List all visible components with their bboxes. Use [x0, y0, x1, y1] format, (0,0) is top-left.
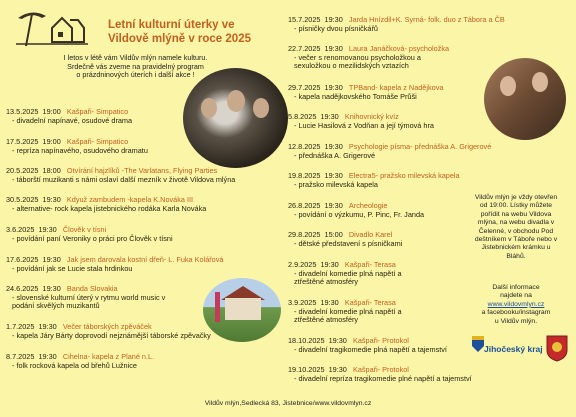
event-desc: - divadelní tragikomedie plná napětí a tajemství — [294, 344, 447, 354]
event-time: 19:30 — [324, 44, 343, 53]
event-date: 30.5.2025 — [6, 195, 39, 204]
event-item — [288, 299, 468, 325]
info-line: mlýna, na webu divadla v — [477, 219, 555, 227]
event-desc: - pražsko milevská kapela — [294, 179, 378, 189]
info-line: od 19:00. Lístky můžete — [479, 202, 553, 210]
event-time: 15:00 — [324, 230, 343, 239]
event-name: Psychologie písma- přednáška A. Grigerové — [348, 142, 492, 151]
event-date: 17.6.2025 — [6, 255, 39, 264]
event-desc: ztřeštěné atmosféry — [294, 277, 359, 286]
event-date: 22.7.2025 — [288, 44, 321, 53]
event-date: 12.8.2025 — [288, 142, 321, 151]
event-date: 3.6.2025 — [6, 225, 35, 234]
event-name: Kašpaři- Simpatico — [66, 107, 129, 116]
event-desc: - slovenské kulturní úterý v rytmu world music v — [12, 292, 166, 302]
event-desc: - povídání jak se Lucie stala hrdinkou — [12, 263, 133, 273]
intro-line: Srdečně vás zveme na pravidelný program — [67, 61, 204, 71]
event-time: 19:30 — [42, 255, 61, 264]
event-desc: - večer s renomovanou psycholožkou a — [294, 52, 421, 62]
event-desc: podání skvělých muzikantů — [12, 301, 100, 310]
event-item — [6, 138, 226, 155]
event-name: Kašpaři- Terasa — [344, 260, 396, 269]
event-name: Kašpaři- Protokol — [352, 365, 409, 374]
cafe-photo — [484, 58, 566, 140]
event-desc: - povídání paní Veroniky o práci pro Člověk v tísni — [12, 233, 173, 243]
event-date: 19.8.2025 — [288, 171, 321, 180]
event-time: 19:30 — [320, 260, 339, 269]
event-time: 19:30 — [328, 336, 347, 345]
event-desc: - kapela Járy Bárty doprovodí nejznámější táborské zpěvačky — [12, 330, 211, 340]
event-item — [288, 202, 468, 219]
info-line: Bláhů. — [506, 252, 526, 260]
event-item — [288, 172, 568, 189]
event-time: 19:00 — [42, 137, 61, 146]
event-desc: - repríza napínavého, osudového dramatu — [12, 145, 148, 155]
event-time: 19:30 — [324, 83, 343, 92]
event-time: 19:30 — [320, 298, 339, 307]
event-desc: ztřeštěné atmosféry — [294, 315, 359, 324]
page-title — [108, 18, 288, 46]
event-item — [288, 261, 468, 287]
event-time: 19:30 — [324, 171, 343, 180]
info-line: a facebooku/instagram — [481, 309, 551, 317]
event-item — [6, 226, 286, 243]
event-date: 18.10.2025 — [288, 336, 325, 345]
event-date: 29.7.2025 — [288, 83, 321, 92]
event-name: Electra5- pražsko milevská kapela — [348, 171, 460, 180]
info-line: u Vildův mlýn. — [494, 317, 538, 325]
event-date: 8.7.2025 — [6, 352, 35, 361]
event-time: 19:30 — [38, 322, 57, 331]
event-date: 1.7.2025 — [6, 322, 35, 331]
event-item — [6, 196, 286, 213]
event-item — [6, 167, 286, 184]
event-item — [6, 108, 226, 125]
info-line: Jistebnickém krámku u — [481, 244, 551, 252]
info-line: Další informace — [492, 284, 540, 291]
event-item — [6, 353, 286, 370]
event-name: Laura Janáčková- psycholožka — [348, 44, 450, 53]
event-date: 29.8.2025 — [288, 230, 321, 239]
event-item — [288, 45, 478, 71]
event-time: 19:30 — [324, 142, 343, 151]
event-desc: - povídání o výzkumu, P. Pinc, Fr. Janda — [294, 209, 425, 219]
event-name: Otvírání hajzlíků -The Varlatans, Flying Parties — [66, 166, 218, 175]
footer-address: Vildův mlýn,Sedlecká 83, Jistebnice/www.vildovmlyn.cz — [204, 400, 372, 407]
event-time: 19:30 — [42, 195, 61, 204]
event-time: 19:30 — [38, 225, 57, 234]
event-name: Kdyuž zambudem -kapela K.Nováka III — [66, 195, 194, 204]
event-desc: - písničky dvou písničkářů — [294, 23, 378, 33]
event-name: Banda Slovakia — [66, 284, 118, 293]
event-desc: - dětské představení s písničkami — [294, 238, 403, 248]
event-name: Cihelna- kapela z Plané n.L. — [62, 352, 155, 361]
event-date: 26.8.2025 — [288, 201, 321, 210]
event-desc: - alternative- rock kapela jistebnického rodáka Karla Nováka — [12, 203, 207, 213]
event-date: 2.9.2025 — [288, 260, 317, 269]
event-date: 20.5.2025 — [6, 166, 39, 175]
event-item — [288, 16, 568, 33]
info-line: Čelenné, v obchodu Pod — [478, 227, 554, 235]
event-date: 19.10.2025 — [288, 365, 325, 374]
event-desc: - přednáška A. Grigerové — [294, 150, 376, 160]
event-item — [288, 113, 478, 130]
event-time: 19:30 — [42, 284, 61, 293]
event-desc: - divadelní komedie plná napětí a — [294, 306, 402, 316]
event-item — [288, 337, 478, 354]
event-time: 19:30 — [324, 201, 343, 210]
event-desc: sexuložkou o mezilidských vztazích — [294, 61, 409, 70]
event-item — [288, 366, 478, 383]
event-time: 19:30 — [320, 112, 339, 121]
info-line: pořídit na webu Vildova — [480, 210, 552, 218]
event-desc: - divadelní komedie plná napětí a — [294, 268, 402, 278]
event-item — [288, 84, 478, 101]
intro-line: I letos v létě vám Vildův mlýn namele kulturu. — [63, 53, 208, 62]
region-label: Jihočeský kraj — [484, 344, 543, 354]
event-name: Člověk v tísni — [62, 225, 107, 234]
info-line: deštníkem v Táboře nebo v — [474, 236, 558, 244]
event-name: Kašpaři- Terasa — [344, 298, 396, 307]
event-name: Kašpaři- Simpatico — [66, 137, 129, 146]
event-name: Divadlo Karel — [348, 230, 393, 239]
event-item — [288, 231, 468, 248]
event-desc: - divadelní repríza tragikomedie plné napětí a tajemství — [294, 373, 472, 383]
website-link[interactable]: www.vildovmlyn.cz — [487, 300, 545, 308]
event-item — [6, 256, 286, 273]
intro-line: o prázdninových úterích i další akce ! — [76, 70, 195, 80]
event-name: TPBand- kapela z Nadějkova — [348, 83, 444, 92]
event-date: 3.9.2025 — [288, 298, 317, 307]
event-desc: - folk rocková kapela od břehů Lužnice — [12, 360, 137, 370]
event-item — [288, 143, 568, 160]
event-name: Večer táborských zpěváček — [62, 322, 152, 331]
event-date: 15.7.2025 — [288, 15, 321, 24]
info-line: najdete na — [500, 292, 532, 300]
event-desc: - divadelní napínavé, osudové drama — [12, 115, 133, 125]
title-line-1: Letní kulturní úterky ve — [108, 19, 235, 31]
event-time: 18:00 — [42, 166, 61, 175]
event-date: 17.5.2025 — [6, 137, 39, 146]
event-time: 19:30 — [38, 352, 57, 361]
event-desc: - kapela nadějkovského Tomáše Průši — [294, 91, 417, 101]
event-date: 5.8.2025 — [288, 112, 317, 121]
event-desc: - Lucie Hasilová z Vodňan a její týmová hra — [294, 120, 434, 130]
event-time: 19:30 — [324, 15, 343, 24]
event-item — [6, 323, 286, 340]
event-name: Archeologie — [348, 201, 388, 210]
info-line: Vildův mlýn je vždy otevřen — [474, 194, 558, 201]
opening-info — [466, 194, 566, 261]
event-name: Jak jsem darovala kostní dřeň- L. Fuka Kolářová — [66, 255, 224, 264]
more-info — [466, 284, 566, 326]
event-date: 13.5.2025 — [6, 107, 39, 116]
event-name: Knihovnický kvíz — [344, 112, 399, 121]
mill-logo — [12, 6, 90, 50]
event-time: 19:00 — [42, 107, 61, 116]
event-name: Kašpaři- Protokol — [352, 336, 409, 345]
event-item — [6, 285, 206, 311]
event-name: Jarda Hnízdil+K. Syrná- folk. duo z Tábora a ČB — [348, 15, 505, 24]
event-date: 24.6.2025 — [6, 284, 39, 293]
town-crest-icon — [545, 334, 569, 362]
title-line-2: Vildově mlýně v roce 2025 — [108, 33, 251, 45]
event-desc: - táborští muzikanti s námi oslaví další mezník v životě Vildova mlýna — [12, 174, 236, 184]
event-time: 19:30 — [328, 365, 347, 374]
